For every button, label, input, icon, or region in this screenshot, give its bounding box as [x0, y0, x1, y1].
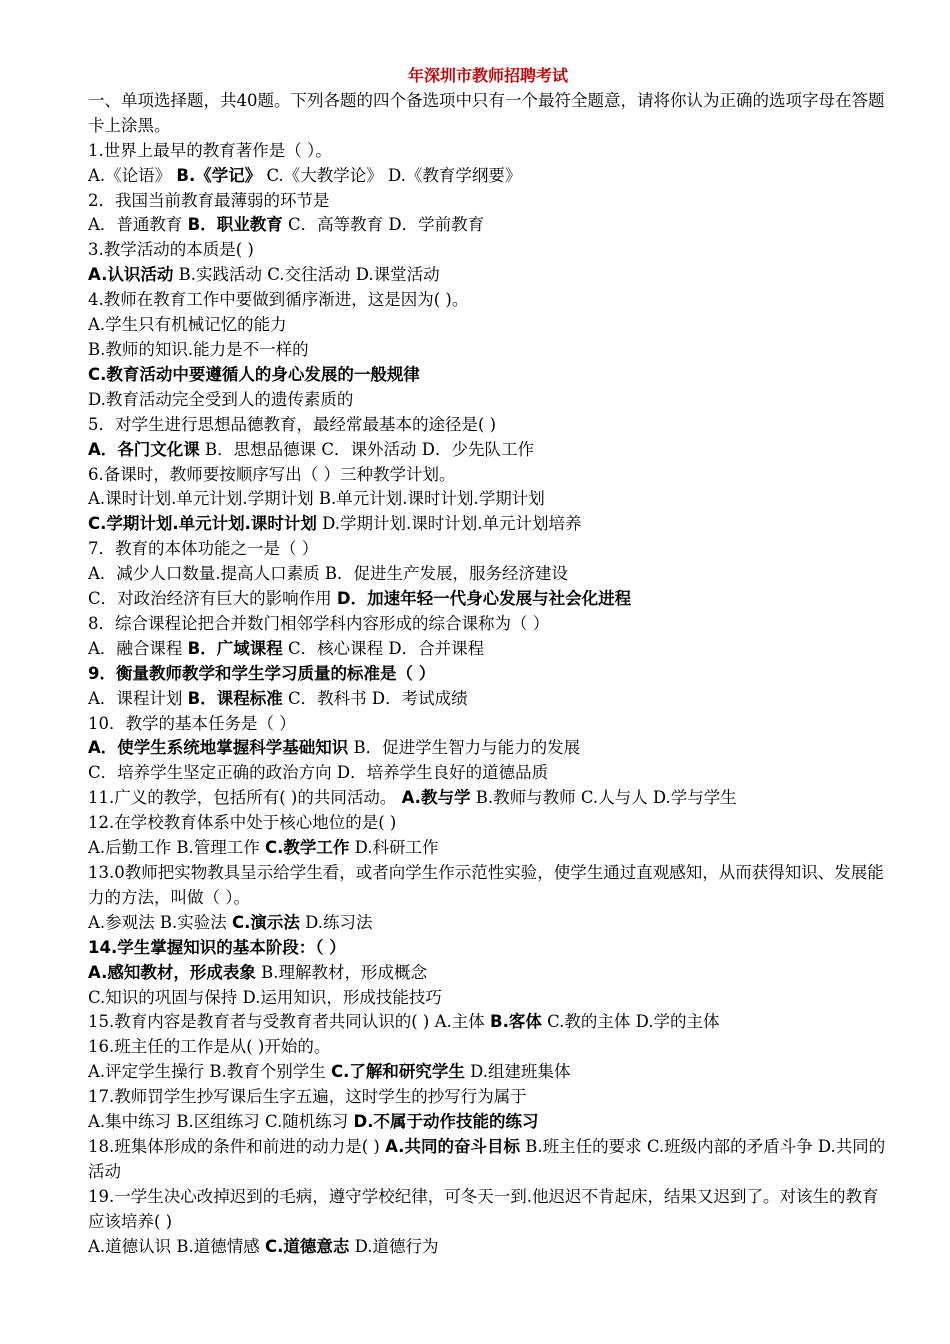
text-line — [88, 687, 888, 712]
text-run: 16.班主任的工作是从( )开始的。 — [88, 1037, 331, 1057]
text-run: 19.一学生决心改掉迟到的毛病，遵守学校纪律，可冬天一到.他迟迟不肯起床，结果又迟到了。对该生的教育应该培养( ) — [88, 1186, 879, 1231]
text-line — [88, 288, 888, 313]
text-line — [88, 388, 888, 413]
text-line — [88, 413, 888, 438]
text-line — [88, 1235, 888, 1260]
answer-highlight: C.演示法 — [232, 912, 300, 932]
text-line — [88, 662, 888, 687]
text-run: A.参观法 B.实验法 — [88, 912, 233, 932]
text-run: D.科研工作 — [349, 838, 439, 858]
text-line — [88, 213, 888, 238]
text-run: A.课时计划.单元计划.学期计划 B.单元计划.课时计划.学期计划 — [88, 489, 545, 509]
text-run: 11.广义的教学，包括所有( )的共同活动。 — [88, 788, 402, 808]
answer-highlight: A.教与学 — [401, 788, 471, 808]
text-line — [88, 786, 888, 811]
text-run: C．教科书 D．考试成绩 — [282, 688, 468, 708]
text-line — [88, 438, 888, 463]
text-line — [88, 487, 888, 512]
text-run: A.后勤工作 B.管理工作 — [88, 838, 266, 858]
text-run: D.练习法 — [299, 912, 373, 932]
answer-highlight: B．职业教育 — [187, 215, 283, 235]
answer-highlight: C.了解和研究学生 — [331, 1062, 465, 1082]
answer-highlight: A．使学生系统地掌握科学基础知识 — [88, 738, 349, 758]
text-run: A．减少人口数量.提高人口素质 B．促进生产发展，服务经济建设 — [88, 564, 569, 584]
text-run: B.实践活动 C.交往活动 D.课堂活动 — [173, 265, 440, 285]
text-run: C．核心课程 D．合并课程 — [282, 638, 485, 658]
text-line — [88, 1060, 888, 1085]
text-line — [88, 911, 888, 936]
answer-highlight: C.学期计划.单元计划.课时计划 — [88, 514, 317, 534]
answer-highlight: A.认识活动 — [88, 265, 174, 285]
text-run: B.教师的知识.能力是不一样的 — [88, 339, 309, 359]
text-line — [88, 537, 888, 562]
text-run: C．对政治经济有巨大的影响作用 — [88, 589, 337, 609]
answer-highlight: A.感知教材，形成表象 — [88, 962, 256, 982]
text-line — [88, 363, 888, 388]
text-run: C．高等教育 D．学前教育 — [282, 215, 485, 235]
text-run: 4.教师在教育工作中要做到循序渐进，这是因为( )。 — [88, 290, 469, 310]
text-run: 12.在学校教育体系中处于核心地位的是( ) — [88, 813, 397, 833]
text-line — [88, 463, 888, 488]
answer-highlight: C.教学工作 — [265, 838, 350, 858]
text-run: 3.教学活动的本质是( ) — [88, 240, 254, 260]
text-line — [88, 712, 888, 737]
answer-highlight: A.共同的奋斗目标 — [385, 1136, 520, 1156]
answer-highlight: 14.学生掌握知识的基本阶段：（ ） — [88, 937, 346, 957]
text-run: B．促进学生智力与能力的发展 — [348, 738, 581, 758]
text-run: B．思想品德课 C．课外活动 D．少先队工作 — [199, 439, 534, 459]
answer-highlight: C.道德意志 — [265, 1236, 350, 1256]
answer-highlight: B.客体 — [490, 1012, 542, 1032]
text-run: 10．教学的基本任务是（ ） — [88, 713, 296, 733]
answer-highlight: B．广域课程 — [187, 638, 283, 658]
text-run: D.学期计划.课时计划.单元计划培养 — [316, 514, 582, 534]
answer-highlight: D.不属于动作技能的练习 — [353, 1112, 539, 1132]
text-line — [88, 587, 888, 612]
text-line — [88, 313, 888, 338]
text-run: A.《论语》 — [88, 165, 177, 185]
question-list — [88, 89, 888, 1260]
text-run: A．课程计划 — [88, 688, 188, 708]
text-line — [88, 512, 888, 537]
answer-highlight: B.《学记》 — [176, 165, 262, 185]
text-line — [88, 961, 888, 986]
answer-highlight: C.教育活动中要遵循人的身心发展的一般规律 — [88, 364, 420, 384]
text-line — [88, 811, 888, 836]
text-line — [88, 836, 888, 861]
text-line — [88, 761, 888, 786]
text-run: A.集中练习 B.区组练习 C.随机练习 — [88, 1112, 354, 1132]
text-line — [88, 1135, 888, 1185]
text-run: 一、单项选择题，共40题。下列各题的四个备选项中只有一个最符全题意，请将你认为正确的选项字母在答题卡上涂黑。 — [88, 90, 885, 135]
text-run: C.知识的巩固与保持 D.运用知识，形成技能技巧 — [88, 987, 442, 1007]
text-line — [88, 139, 888, 164]
text-run: D.教育活动完全受到人的遗传素质的 — [88, 389, 354, 409]
text-run: 2．我国当前教育最薄弱的环节是 — [88, 190, 330, 210]
text-line — [88, 89, 888, 139]
text-run: 1.世界上最早的教育著作是（ ）。 — [88, 140, 332, 160]
document-title: 年深圳市教师招聘考试 — [407, 66, 568, 85]
text-run: B.班主任的要求 C.班级内部的矛盾斗争 D.共同的活动 — [88, 1136, 886, 1181]
text-run: 7．教育的本体功能之一是（ ） — [88, 539, 319, 559]
text-run: C.《大教学论》 D.《教育学纲要》 — [261, 165, 522, 185]
text-line — [88, 164, 888, 189]
text-line — [88, 736, 888, 761]
text-run: A.道德认识 B.道德情感 — [88, 1236, 266, 1256]
text-line — [88, 1110, 888, 1135]
text-line — [88, 238, 888, 263]
text-run: A.学生只有机械记忆的能力 — [88, 315, 287, 335]
text-run: 18.班集体形成的条件和前进的动力是( ) — [88, 1136, 386, 1156]
document-body — [88, 64, 888, 1260]
text-line — [88, 263, 888, 288]
text-run: 5．对学生进行思想品德教育，最经常最基本的途径是( ) — [88, 414, 497, 434]
answer-highlight: D．加速年轻一代身心发展与社会化进程 — [336, 589, 632, 609]
text-line — [88, 1085, 888, 1110]
text-run: A.评定学生操行 B.教育个别学生 — [88, 1062, 332, 1082]
text-run: D.组建班集体 — [464, 1062, 571, 1082]
text-run: C.教的主体 D.学的主体 — [541, 1012, 720, 1032]
text-run: 6.备课时，教师要按顺序写出（ ）三种教学计划。 — [88, 464, 456, 484]
text-line — [88, 1035, 888, 1060]
text-run: B.理解教材，形成概念 — [255, 962, 427, 982]
text-line — [88, 986, 888, 1011]
text-run: 15.教育内容是教育者与受教育者共同认识的( ) A.主体 — [88, 1012, 491, 1032]
text-line — [88, 637, 888, 662]
answer-highlight: 9．衡量教师教学和学生学习质量的标准是（ ） — [88, 663, 436, 683]
answer-highlight: B．课程标准 — [187, 688, 283, 708]
text-line — [88, 1010, 888, 1035]
text-run: A．融合课程 — [88, 638, 188, 658]
text-line — [88, 936, 888, 961]
text-run: A．普通教育 — [88, 215, 188, 235]
text-line — [88, 338, 888, 363]
text-line — [88, 562, 888, 587]
text-line — [88, 1185, 888, 1235]
text-run: B.教师与教师 C.人与人 D.学与学生 — [470, 788, 737, 808]
text-run: C．培养学生坚定正确的政治方向 D．培养学生良好的道德品质 — [88, 763, 549, 783]
text-run: 13.0教师把实物教具呈示给学生看，或者向学生作示范性实验，使学生通过直观感知，从而获得知识、发展能力的方法，叫做（ ）。 — [88, 863, 884, 907]
answer-highlight: A．各门文化课 — [88, 439, 200, 459]
text-run: 8．综合课程论把合并数门相邻学科内容形成的综合课称为（ ） — [88, 613, 550, 633]
text-run: 17.教师罚学生抄写课后生字五遍，这时学生的抄写行为属于 — [88, 1087, 527, 1107]
text-line — [88, 189, 888, 214]
text-run: D.道德行为 — [349, 1236, 439, 1256]
text-line — [88, 612, 888, 637]
text-line — [88, 861, 888, 911]
